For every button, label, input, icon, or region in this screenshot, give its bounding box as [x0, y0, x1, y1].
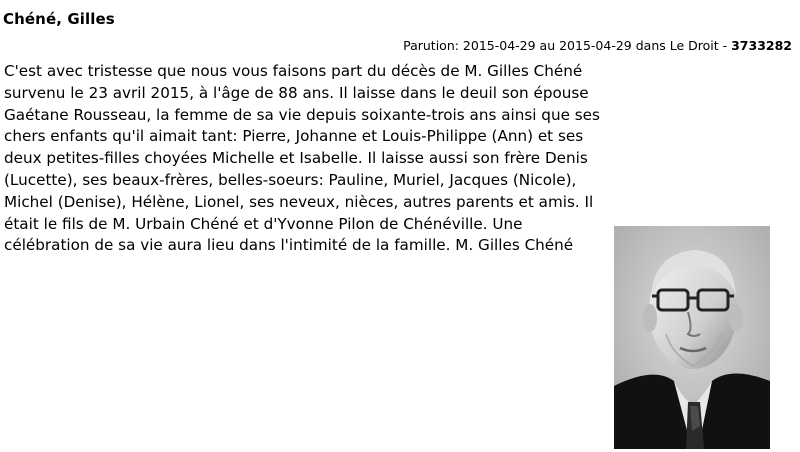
text-line: chers enfants qu'il aimait tant: Pierre, Johanne et Louis-Philippe (Ann) et ses	[4, 127, 584, 146]
text-line: était le fils de M. Urbain Chéné et d'Yvonne Pilon de Chénéville. Une	[4, 214, 523, 233]
text-line: célébration de sa vie aura lieu dans l'intimité de la famille. M. Gilles Chéné	[4, 236, 574, 255]
portrait-photo	[614, 226, 770, 449]
publication-dates: Parution: 2015-04-29 au 2015-04-29 dans Le Droit -	[403, 38, 732, 53]
notice-reference: 3733282	[731, 38, 792, 53]
text-line: Michel (Denise), Hélène, Lionel, ses neveux, nièces, autres parents et amis. Il	[4, 192, 594, 211]
text-line: C'est avec tristesse que nous vous faisons part du décès de M. Gilles Chéné	[4, 62, 583, 80]
notice-title: Chéné, Gilles	[3, 10, 115, 28]
publication-info	[403, 38, 792, 53]
text-line: survenu le 23 avril 2015, à l'âge de 88 ans. Il laisse dans le deuil son épouse	[4, 83, 589, 102]
text-line: deux petites-filles choyées Michelle et Isabelle. Il laisse aussi son frère Denis	[4, 149, 588, 168]
text-line: (Lucette), ses beaux-frères, belles-soeurs: Pauline, Muriel, Jacques (Nicole),	[4, 170, 577, 189]
text-line: Gaétane Rousseau, la femme de sa vie depuis soixante-trois ans ainsi que ses	[4, 105, 600, 124]
